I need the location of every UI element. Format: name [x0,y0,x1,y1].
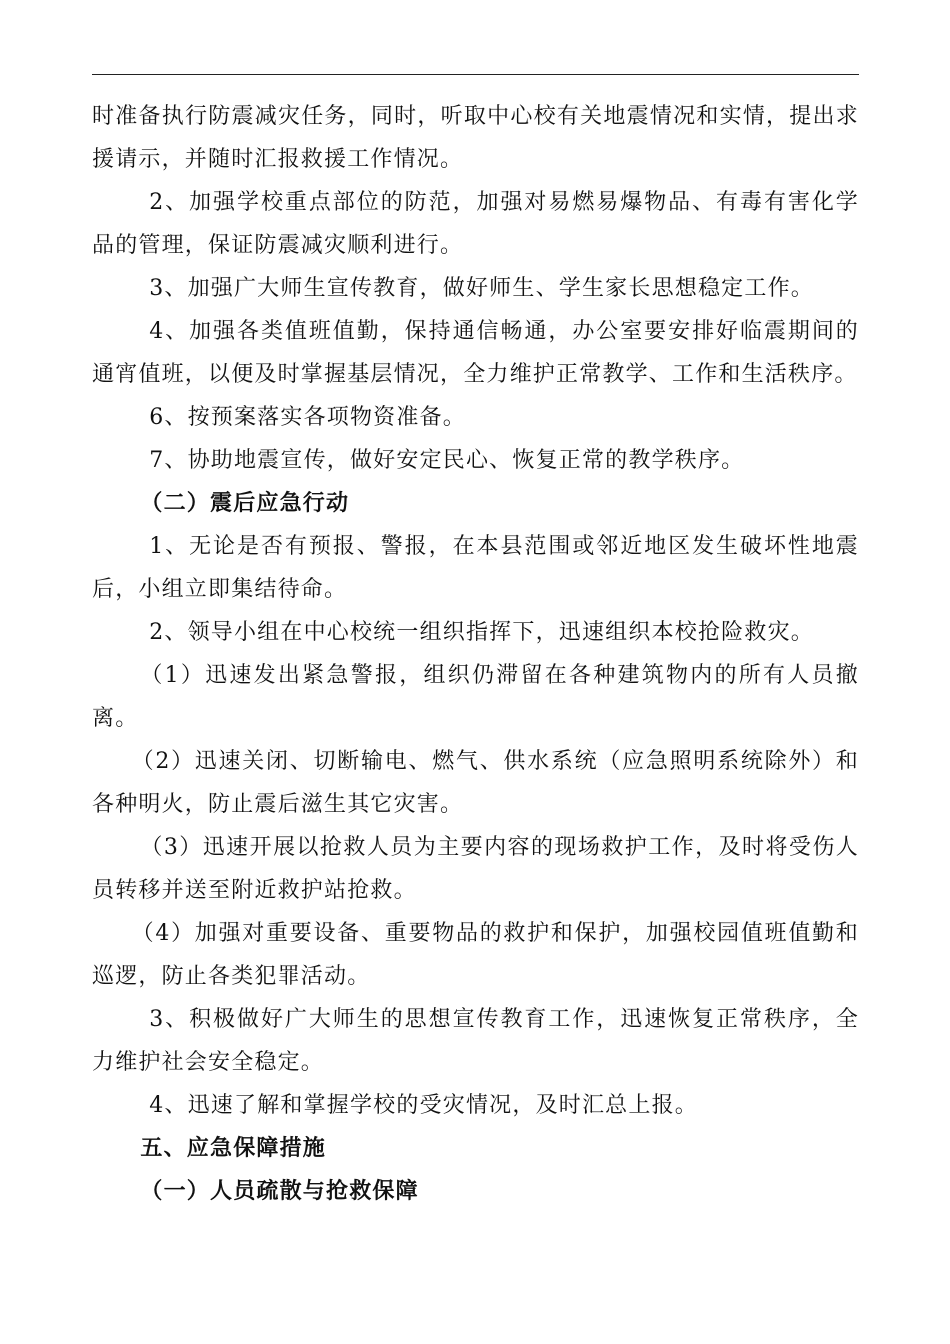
paragraph-item-6: 6、按预案落实各项物资准备。 [149,405,466,430]
paragraph-subitem-2: （2）迅速关闭、切断输电、燃气、供水系统（应急照明系统除外）和各种明火，防止震后滋生其它灾害。 [92,749,859,817]
paragraph-item-4: 4、加强各类值班值勤，保持通信畅通，办公室要安排好临震期间的通宵值班，以便及时掌握基层情况，全力维护正常教学、工作和生活秩序。 [92,319,859,387]
paragraph-post-item-4: 4、迅速了解和掌握学校的受灾情况，及时汇总上报。 [149,1093,698,1118]
paragraph-post-item-2: 2、领导小组在中心校统一组织指挥下，迅速组织本校抢险救灾。 [149,620,814,645]
section-heading-five: 五、应急保障措施 [140,1136,326,1161]
paragraph-post-item-1: 1、无论是否有预报、警报，在本县范围或邻近地区发生破坏性地震后，小组立即集结待命。 [92,534,859,602]
header-rule [92,74,859,75]
paragraph-item-3: 3、加强广大师生宣传教育，做好师生、学生家长思想稳定工作。 [149,276,814,301]
document-body [92,95,859,1213]
section-heading-post-quake: （二）震后应急行动 [140,491,350,516]
paragraph-subitem-4: （4）加强对重要设备、重要物品的救护和保护，加强校园值班值勤和巡逻，防止各类犯罪活动。 [92,921,859,989]
paragraph-subitem-1: （1）迅速发出紧急警报，组织仍滞留在各种建筑物内的所有人员撤离。 [92,663,859,731]
paragraph-post-item-3: 3、积极做好广大师生的思想宣传教育工作，迅速恢复正常秩序，全力维护社会安全稳定。 [92,1007,859,1075]
section-heading-evacuation: （一）人员疏散与抢救保障 [140,1179,419,1204]
paragraph-continuation: 时准备执行防震减灾任务，同时，听取中心校有关地震情况和实情，提出求援请示，并随时汇报救援工作情况。 [92,104,859,172]
paragraph-subitem-3: （3）迅速开展以抢救人员为主要内容的现场救护工作，及时将受伤人员转移并送至附近救护站抢救。 [92,835,859,903]
paragraph-item-7: 7、协助地震宣传，做好安定民心、恢复正常的教学秩序。 [149,448,745,473]
paragraph-item-2: 2、加强学校重点部位的防范，加强对易燃易爆物品、有毒有害化学品的管理，保证防震减灾顺利进行。 [92,190,859,258]
